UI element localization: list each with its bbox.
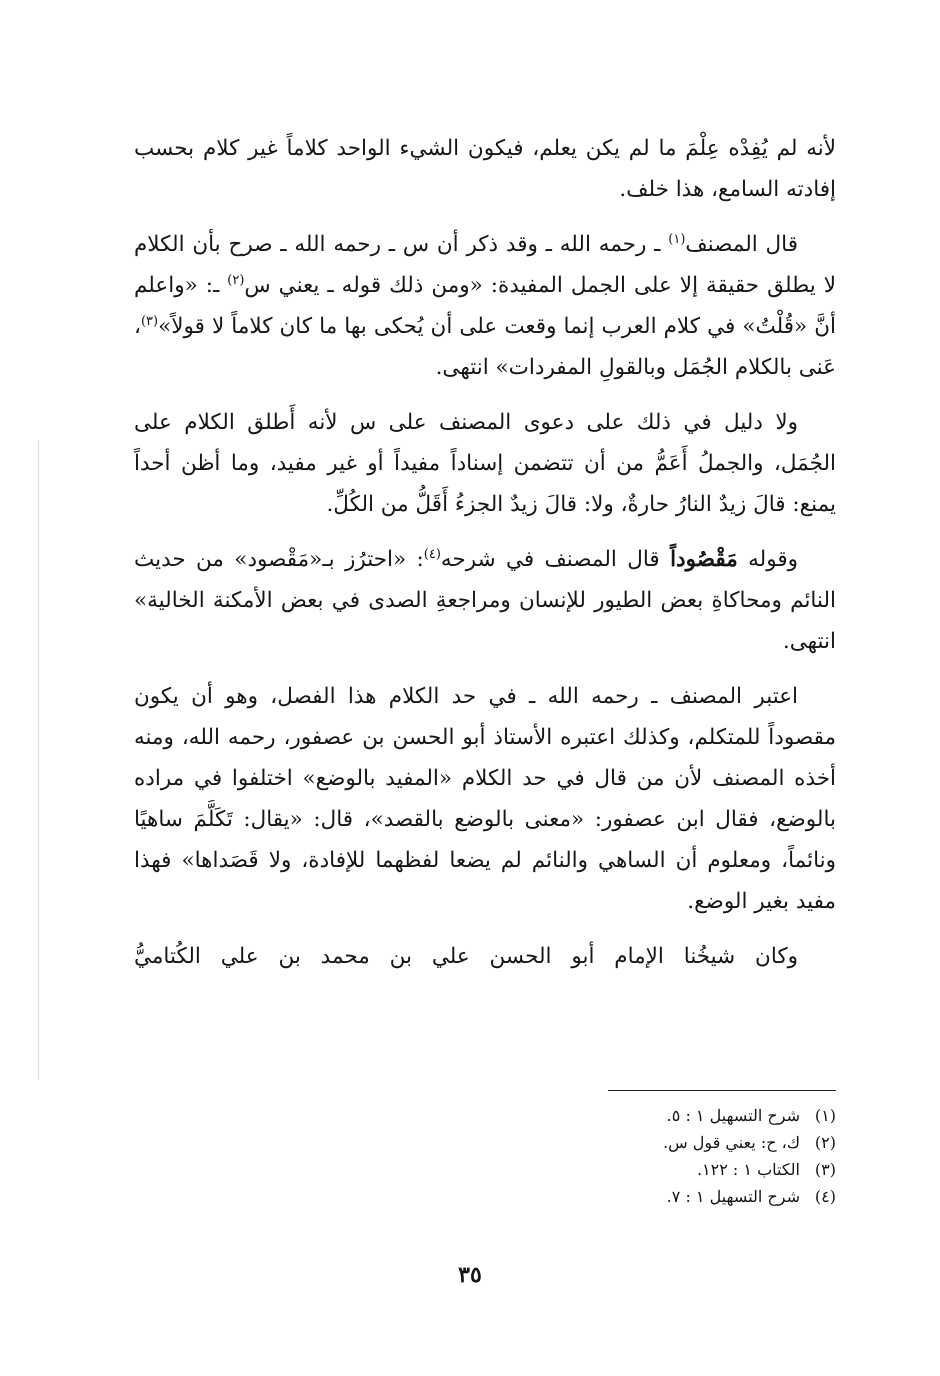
paragraph-text: ، عَنى بالكلام الجُمَل وبالقولِ المفردات» انتهى.	[134, 314, 836, 380]
paragraph-text: قال المصنف في شرحه	[440, 547, 671, 572]
paragraph	[134, 676, 836, 922]
footnote-text: ك، ح: يعني قول س.	[663, 1133, 800, 1152]
page-number: ٣٥	[458, 1262, 482, 1288]
paragraph	[134, 128, 836, 210]
paragraph-text: اعتبر المصنف ـ رحمه الله ـ في حد الكلام هذا الفصل، وهو أن يكون مقصوداً للمتكلم، وكذلك اعتبره الأستاذ أبو الحسن بن عصفور، رحمه الله، ومنه أخذه المصنف لأن من قال في حد الكلام «المفيد بالوضع» اختلفوا في مراده بالوضع، فقال ابن عصفور: «معنى بالوضع بالقصد»، قال: «يقال: تَكَلَّمَ ساهيًا ونائماً، ومعلوم أن الساهي والنائم لم يضعا لفظهما للإفادة، ولا قَصَداها» فهذا مفيد بغير الوضع.	[134, 684, 836, 914]
emphasized-term: مَقْصُوداً	[670, 547, 738, 572]
paragraph	[134, 402, 836, 525]
paragraph-text: وكان شيخُنا الإمام أبو الحسن علي بن محمد بن علي الكُتاميُّ	[134, 944, 798, 969]
scan-margin-line	[38, 440, 39, 1080]
paragraph	[134, 936, 836, 977]
footnotes	[416, 1102, 836, 1210]
paragraph-text: ـ: «واعلم أنَّ «قُلْتُ» في كلام العرب إنما وقعت على أن يُحكى بها ما كان كلاماً لا قولاً»	[134, 273, 836, 339]
paragraph	[134, 224, 836, 388]
main-text	[134, 128, 836, 991]
footnote-text: الكتاب ١ : ١٢٢.	[696, 1160, 800, 1179]
footnote-number: (٢)	[814, 1133, 836, 1152]
footnote-separator	[608, 1090, 836, 1091]
footnote	[416, 1183, 836, 1210]
footnote-number: (٣)	[814, 1160, 836, 1179]
paragraph-text: : «احترُز بـ«مَقْصود» من حديث النائم ومحاكاةِ بعض الطيور للإنسان ومراجعةِ الصدى في بعض الأمكنة الخالية» انتهى.	[134, 547, 836, 654]
footnote-reference: (٣)	[140, 313, 159, 329]
footnote	[416, 1156, 836, 1183]
footnote-text: شرح التسهيل ١ : ٥.	[666, 1106, 800, 1125]
footnote-reference: (١)	[668, 231, 686, 247]
paragraph-text: قال المصنف	[685, 232, 798, 257]
footnote-number: (٤)	[814, 1187, 836, 1206]
footnote-reference: (٤)	[423, 546, 441, 562]
footnote-reference: (٢)	[227, 272, 245, 288]
paragraph	[134, 539, 836, 662]
paragraph-text: ولا دليل في ذلك على دعوى المصنف على س لأنه أَطلق الكلام على الجُمَل، والجملُ أَعَمُّ من أن تتضمن إسناداً مفيداً أو غير مفيد، وما أظن أحداً يمنع: قالَ زيدٌ النارُ حارةٌ، ولا: قالَ زيدٌ الجزءُ أَقَلُّ من الكُلِّ.	[134, 410, 836, 517]
paragraph-text: لأنه لم يُفِدْه عِلْمَ ما لم يكن يعلم، فيكون الشيء الواحد كلاماً غير كلام بحسب إفادته السامع، هذا خلف.	[134, 136, 836, 202]
footnote	[416, 1129, 836, 1156]
footnote	[416, 1102, 836, 1129]
footnote-number: (١)	[814, 1106, 836, 1125]
footnote-text: شرح التسهيل ١ : ٧.	[666, 1187, 800, 1206]
paragraph-text: وقوله	[737, 547, 798, 572]
paragraph-text: ـ رحمه الله ـ وقد ذكر أن س ـ رحمه الله ـ صرح بأن الكلام لا يطلق حقيقة إلا على الجمل المفيدة: «ومن ذلك قوله ـ يعني س	[134, 232, 836, 298]
